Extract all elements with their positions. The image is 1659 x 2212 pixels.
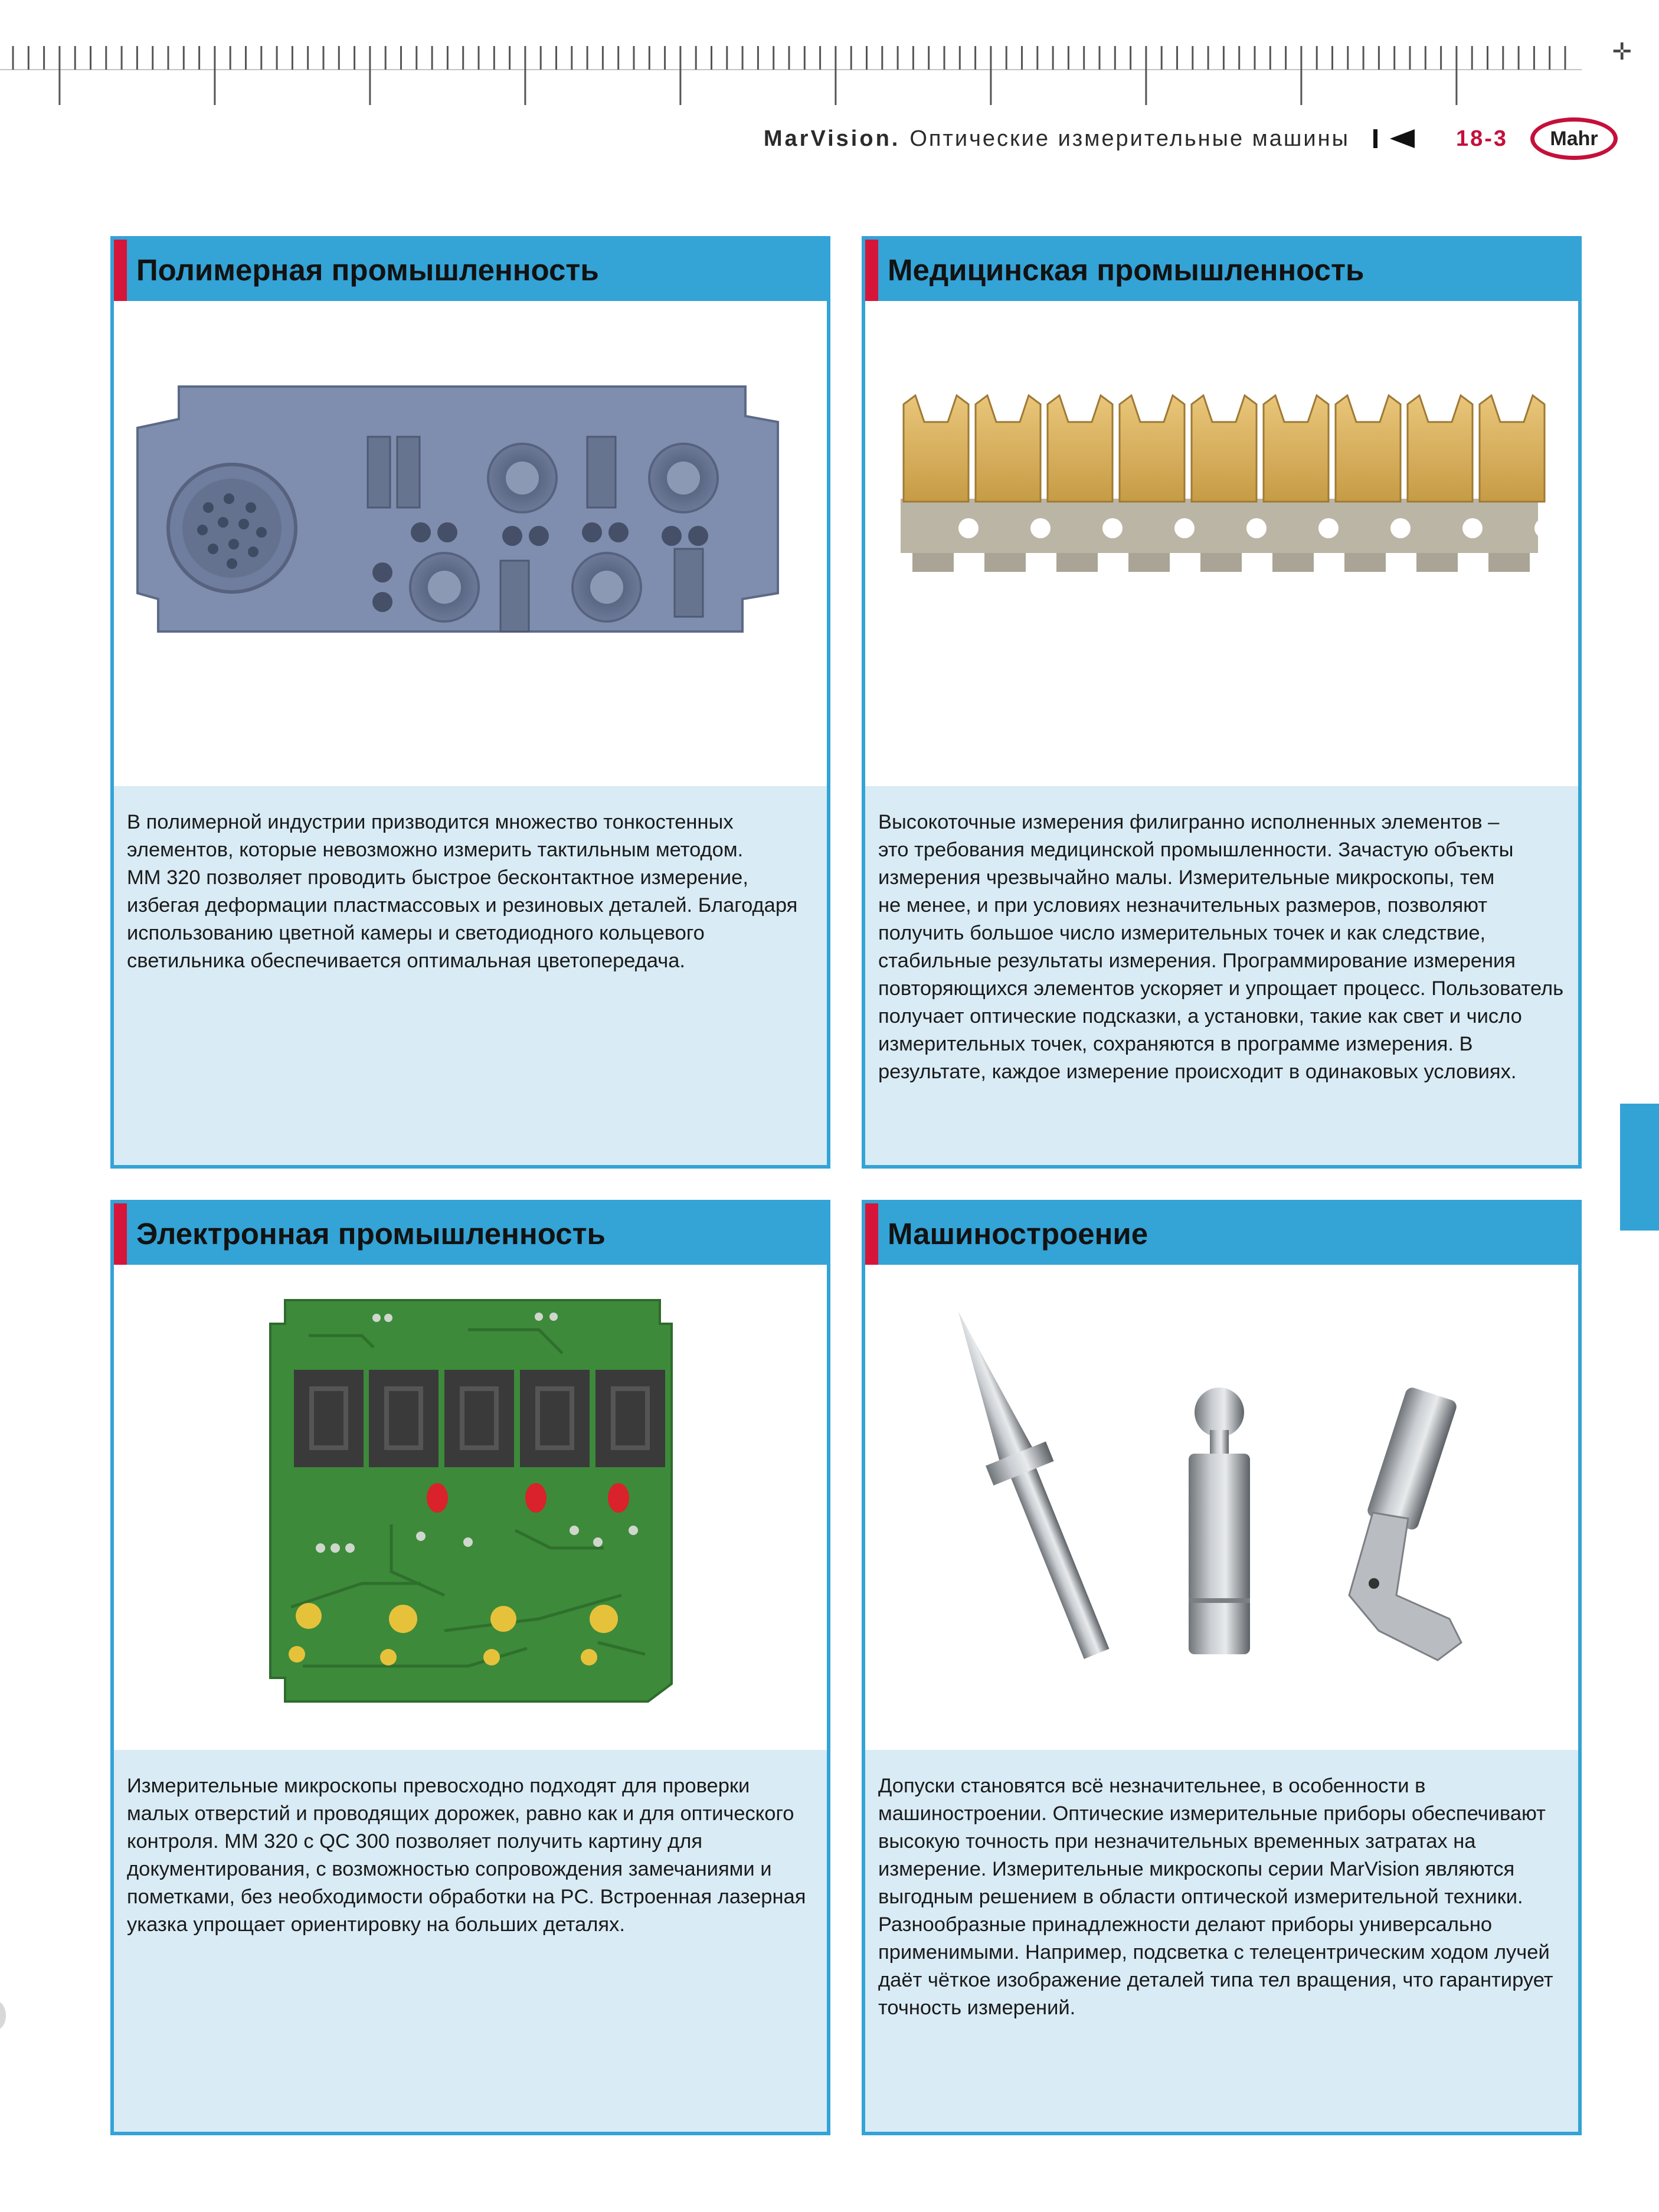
panel-description: Измерительные микроскопы превосходно подходят для проверки малых отверстий и проводящих дорожек, равно как и для оптического контроля. MM 320 с QC 300 позволяет получить картину для документирования, с возможностью сопровождения замечаниями и пометками, без необходимости обработки на PC. Встроенная лазерная указка упрощает ориентировку на больших деталях.	[127, 1775, 806, 1936]
metal-strip-image	[865, 301, 1578, 786]
panel-title: Медицинская промышленность	[888, 253, 1364, 287]
panel-description: Допуски становятся всё незначительнее, в особенности в машиностроении. Оптические измерительные приборы обеспечивают высокую точность при незначительных временных затратах на измерение. Измерительные микроскопы серии MarVision являются выгодным решением в области оптической измерительной техники. Разнообразные принадлежности делают приборы универсально применимыми. Например, подсветка с телецентрическим ходом лучей даёт чёткое изображение деталей типа тел вращения, что гарантирует точность измерений.	[878, 1775, 1553, 2019]
page-header	[764, 118, 1618, 159]
panel-description: В полимерной индустрии призводится множество тонкостенных элементов, которые невозможно измерить тактильным методом. MM 320 позволяет проводить быстрое бесконтактное измерение, избегая деформации пластмассовых и резиновых деталей. Благодаря использованию цветной камеры и светодиодного кольцевого светильника обеспечивается оптимальная цветопередача.	[127, 811, 798, 972]
margin-mark	[0, 2001, 6, 2030]
panel-mechanical-engineering	[862, 1200, 1582, 2135]
panel-header	[865, 240, 1578, 301]
back-arrow-icon	[1373, 127, 1421, 150]
panel-accent-bar	[865, 1203, 878, 1265]
panel-medical	[862, 236, 1582, 1169]
header-subtitle: Оптические измерительные машины	[909, 126, 1350, 151]
panel-accent-bar	[114, 1203, 127, 1265]
panel-title: Машиностроение	[888, 1217, 1148, 1251]
polymer-part-image	[114, 301, 827, 786]
brand-name: MarVision.	[763, 126, 901, 151]
panel-header	[865, 1203, 1578, 1265]
panel-description-area	[114, 1750, 827, 2132]
registration-mark-icon: ✛	[1612, 39, 1632, 65]
panel-accent-bar	[865, 240, 878, 301]
panel-description-area	[865, 1750, 1578, 2132]
mahr-logo	[1530, 117, 1618, 160]
panel-header	[114, 240, 827, 301]
panel-title: Электронная промышленность	[136, 1217, 606, 1251]
panel-description-area	[114, 786, 827, 1165]
panel-accent-bar	[114, 240, 127, 301]
panel-description: Высокоточные измерения филигранно исполненных элементов – это требования медицинской промышленности. Зачастую объекты измерения чрезвычайно малы. Измерительные микроскопы, тем не менее, и при условиях незначительных размеров, позволяют получить большое число измерительных точек и как следствие, стабильные результаты измерения. Программирование измерения повторяющихся элементов ускоряет и упрощает процесс. Пользователь получает оптические подсказки, а установки, такие как свет и число измерительных точек, сохраняются в программе измерения. В результате, каждое измерение происходит в одинаковых условиях.	[878, 811, 1564, 1083]
panel-description-area	[865, 786, 1578, 1165]
top-ruler	[0, 0, 1659, 118]
logo-text: Mahr	[1550, 127, 1598, 150]
metal-parts-image	[865, 1265, 1578, 1750]
panel-header	[114, 1203, 827, 1265]
panel-title: Полимерная промышленность	[136, 253, 599, 287]
panel-electronics	[110, 1200, 830, 2135]
circuit-board-image	[114, 1265, 827, 1750]
page-number: 18-3	[1455, 126, 1508, 151]
panel-polymer	[110, 236, 830, 1169]
chapter-tab	[1620, 1104, 1659, 1231]
